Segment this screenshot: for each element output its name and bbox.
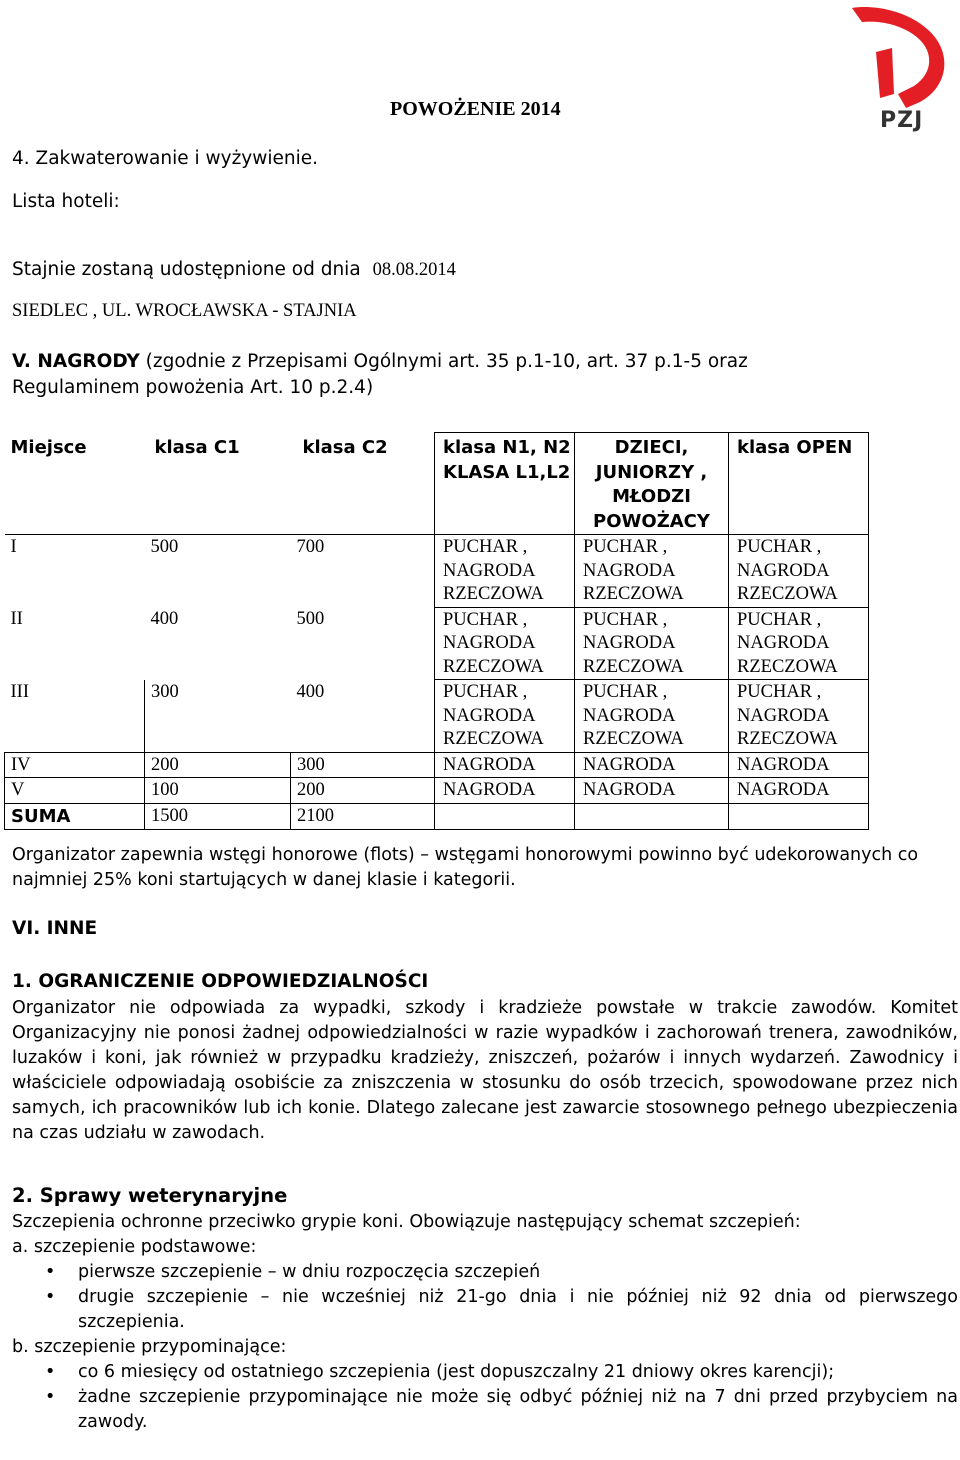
table-cell: PUCHAR , NAGRODA RZECZOWA	[729, 535, 869, 608]
table-cell: I	[10, 537, 17, 557]
table-row	[5, 680, 869, 753]
table-cell: III	[5, 680, 145, 753]
table-header-cell: DZIECI, JUNIORZY , MŁODZI POWOŻACY	[575, 433, 729, 535]
list-item: • żadne szczepienie przypominające nie może się odbyć później niż na 7 dni przed przybyciem na zawody.	[45, 1387, 958, 1432]
liability-heading: 1. OGRANICZENIE ODPOWIEDZIALNOŚCI	[12, 971, 429, 992]
bullet-icon: •	[45, 1287, 56, 1307]
table-cell: 500	[150, 537, 179, 557]
table-row	[5, 752, 869, 778]
list-item: • co 6 miesięcy od ostatniego szczepienia (jest dopuszczalny 21 dniowy okres karencji);	[12, 1360, 958, 1385]
bullet-icon: •	[45, 1362, 56, 1382]
table-header-cell: klasa N1, N2 KLASA L1,L2	[435, 433, 575, 535]
basic-vaccination-list	[12, 1260, 958, 1335]
table-cell	[435, 803, 575, 829]
stables-availability	[12, 259, 456, 281]
table-cell	[575, 803, 729, 829]
table-cell: V	[5, 778, 145, 804]
veterinary-intro: Szczepienia ochronne przeciwko grypie koni. Obowiązuje następujący schemat szczepień:	[12, 1212, 801, 1232]
basic-vaccination-label: a. szczepienie podstawowe:	[12, 1237, 257, 1257]
bullet-icon: •	[45, 1387, 56, 1407]
table-header-cell: Miejsce	[5, 433, 145, 535]
table-cell: 400	[291, 680, 435, 753]
table-row	[5, 607, 869, 680]
table-cell: PUCHAR , NAGRODA RZECZOWA	[729, 607, 869, 680]
prizes-table	[4, 432, 869, 830]
table-cell: 100	[145, 778, 291, 804]
table-cell: 200	[291, 778, 435, 804]
table-row	[5, 803, 869, 829]
table-cell: NAGRODA	[729, 778, 869, 804]
veterinary-heading: 2. Sprawy weterynaryjne	[12, 1184, 288, 1207]
table-header-cell: klasa C1	[145, 433, 291, 535]
table-cell: II	[10, 609, 23, 629]
table-cell: 1500	[145, 803, 291, 829]
table-header-cell: klasa C2	[291, 433, 435, 535]
table-cell: NAGRODA	[435, 752, 575, 778]
table-header-row	[5, 433, 869, 535]
table-cell: 400	[150, 609, 179, 629]
section5-heading-rest: (zgodnie z Przepisami Ogólnymi art. 35 p.1-10, art. 37 p.1-5 oraz	[139, 351, 748, 372]
table-cell: PUCHAR , NAGRODA RZECZOWA	[435, 607, 575, 680]
list-item: • pierwsze szczepienie – w dniu rozpoczęcia szczepień	[12, 1260, 958, 1285]
table-cell: 200	[145, 752, 291, 778]
bullet-icon: •	[45, 1262, 56, 1282]
table-cell: 2100	[291, 803, 435, 829]
pzj-logo-text: PZJ	[880, 108, 924, 133]
stables-prefix: Stajnie zostaną udostępnione od dnia	[12, 259, 361, 280]
booster-vaccination-label: b. szczepienie przypominające:	[12, 1337, 287, 1357]
table-cell: PUCHAR , NAGRODA RZECZOWA	[575, 535, 729, 608]
table-cell: NAGRODA	[729, 752, 869, 778]
table-cell: PUCHAR , NAGRODA RZECZOWA	[435, 535, 575, 608]
page-header-title: POWOŻENIE 2014	[390, 98, 561, 120]
table-cell: 300	[145, 680, 291, 753]
hotels-list-label: Lista hoteli:	[12, 191, 120, 212]
table-cell: 700	[291, 535, 435, 608]
table-cell: NAGRODA	[435, 778, 575, 804]
stables-location: SIEDLEC , UL. WROCŁAWSKA - STAJNIA	[12, 301, 357, 321]
flots-note: Organizator zapewnia wstęgi honorowe (flots) – wstęgami honorowymi powinno być udekorowanych co najmniej 25% koni startujących w danej klasie i kategorii.	[12, 845, 919, 890]
stables-date: 08.08.2014	[372, 260, 456, 280]
table-cell: PUCHAR , NAGRODA RZECZOWA	[729, 680, 869, 753]
table-cell: NAGRODA	[575, 752, 729, 778]
section5-heading	[12, 351, 748, 372]
table-cell	[729, 803, 869, 829]
section6-heading: VI. INNE	[12, 918, 98, 939]
table-sum-label: SUMA	[5, 803, 145, 829]
table-cell: IV	[5, 752, 145, 778]
table-cell: PUCHAR , NAGRODA RZECZOWA	[575, 680, 729, 753]
table-row	[5, 778, 869, 804]
list-item: • drugie szczepienie – nie wcześniej niż 21-go dnia i nie później niż 92 dnia od pierwszego szczepienia.	[45, 1287, 958, 1332]
section5-heading-line2: Regulaminem powożenia Art. 10 p.2.4)	[12, 377, 374, 398]
booster-vaccination-list	[12, 1360, 958, 1435]
table-cell: 300	[291, 752, 435, 778]
section5-heading-bold: V. NAGRODY	[12, 351, 140, 372]
table-cell: 500	[291, 607, 435, 680]
table-cell: PUCHAR , NAGRODA RZECZOWA	[435, 680, 575, 753]
section4-heading: 4. Zakwaterowanie i wyżywienie.	[12, 148, 319, 169]
table-cell: NAGRODA	[575, 778, 729, 804]
table-cell: PUCHAR , NAGRODA RZECZOWA	[575, 607, 729, 680]
liability-text: Organizator nie odpowiada za wypadki, szkody i kradzieże powstałe w trakcie zawodów. Komitet Organizacyjny nie ponosi żadnej odpowiedzialności w razie wypadków i zachorowań trenera, zawodników, luzaków i koni, jak również w przypadku kradzieży, zniszczeń, pożarów i innych wydarzeń. Zawodnicy i właściciele odpowiadają osobiście za zniszczenia w stosunku do osób trzecich, spowodowane przez nich samych, ich pracowników lub ich konie. Dlatego zalecane jest zawarcie stosownego pełnego ubezpieczenia na czas udziału w zawodach.	[12, 998, 958, 1143]
table-header-cell: klasa OPEN	[729, 433, 869, 535]
table-row	[5, 535, 869, 608]
